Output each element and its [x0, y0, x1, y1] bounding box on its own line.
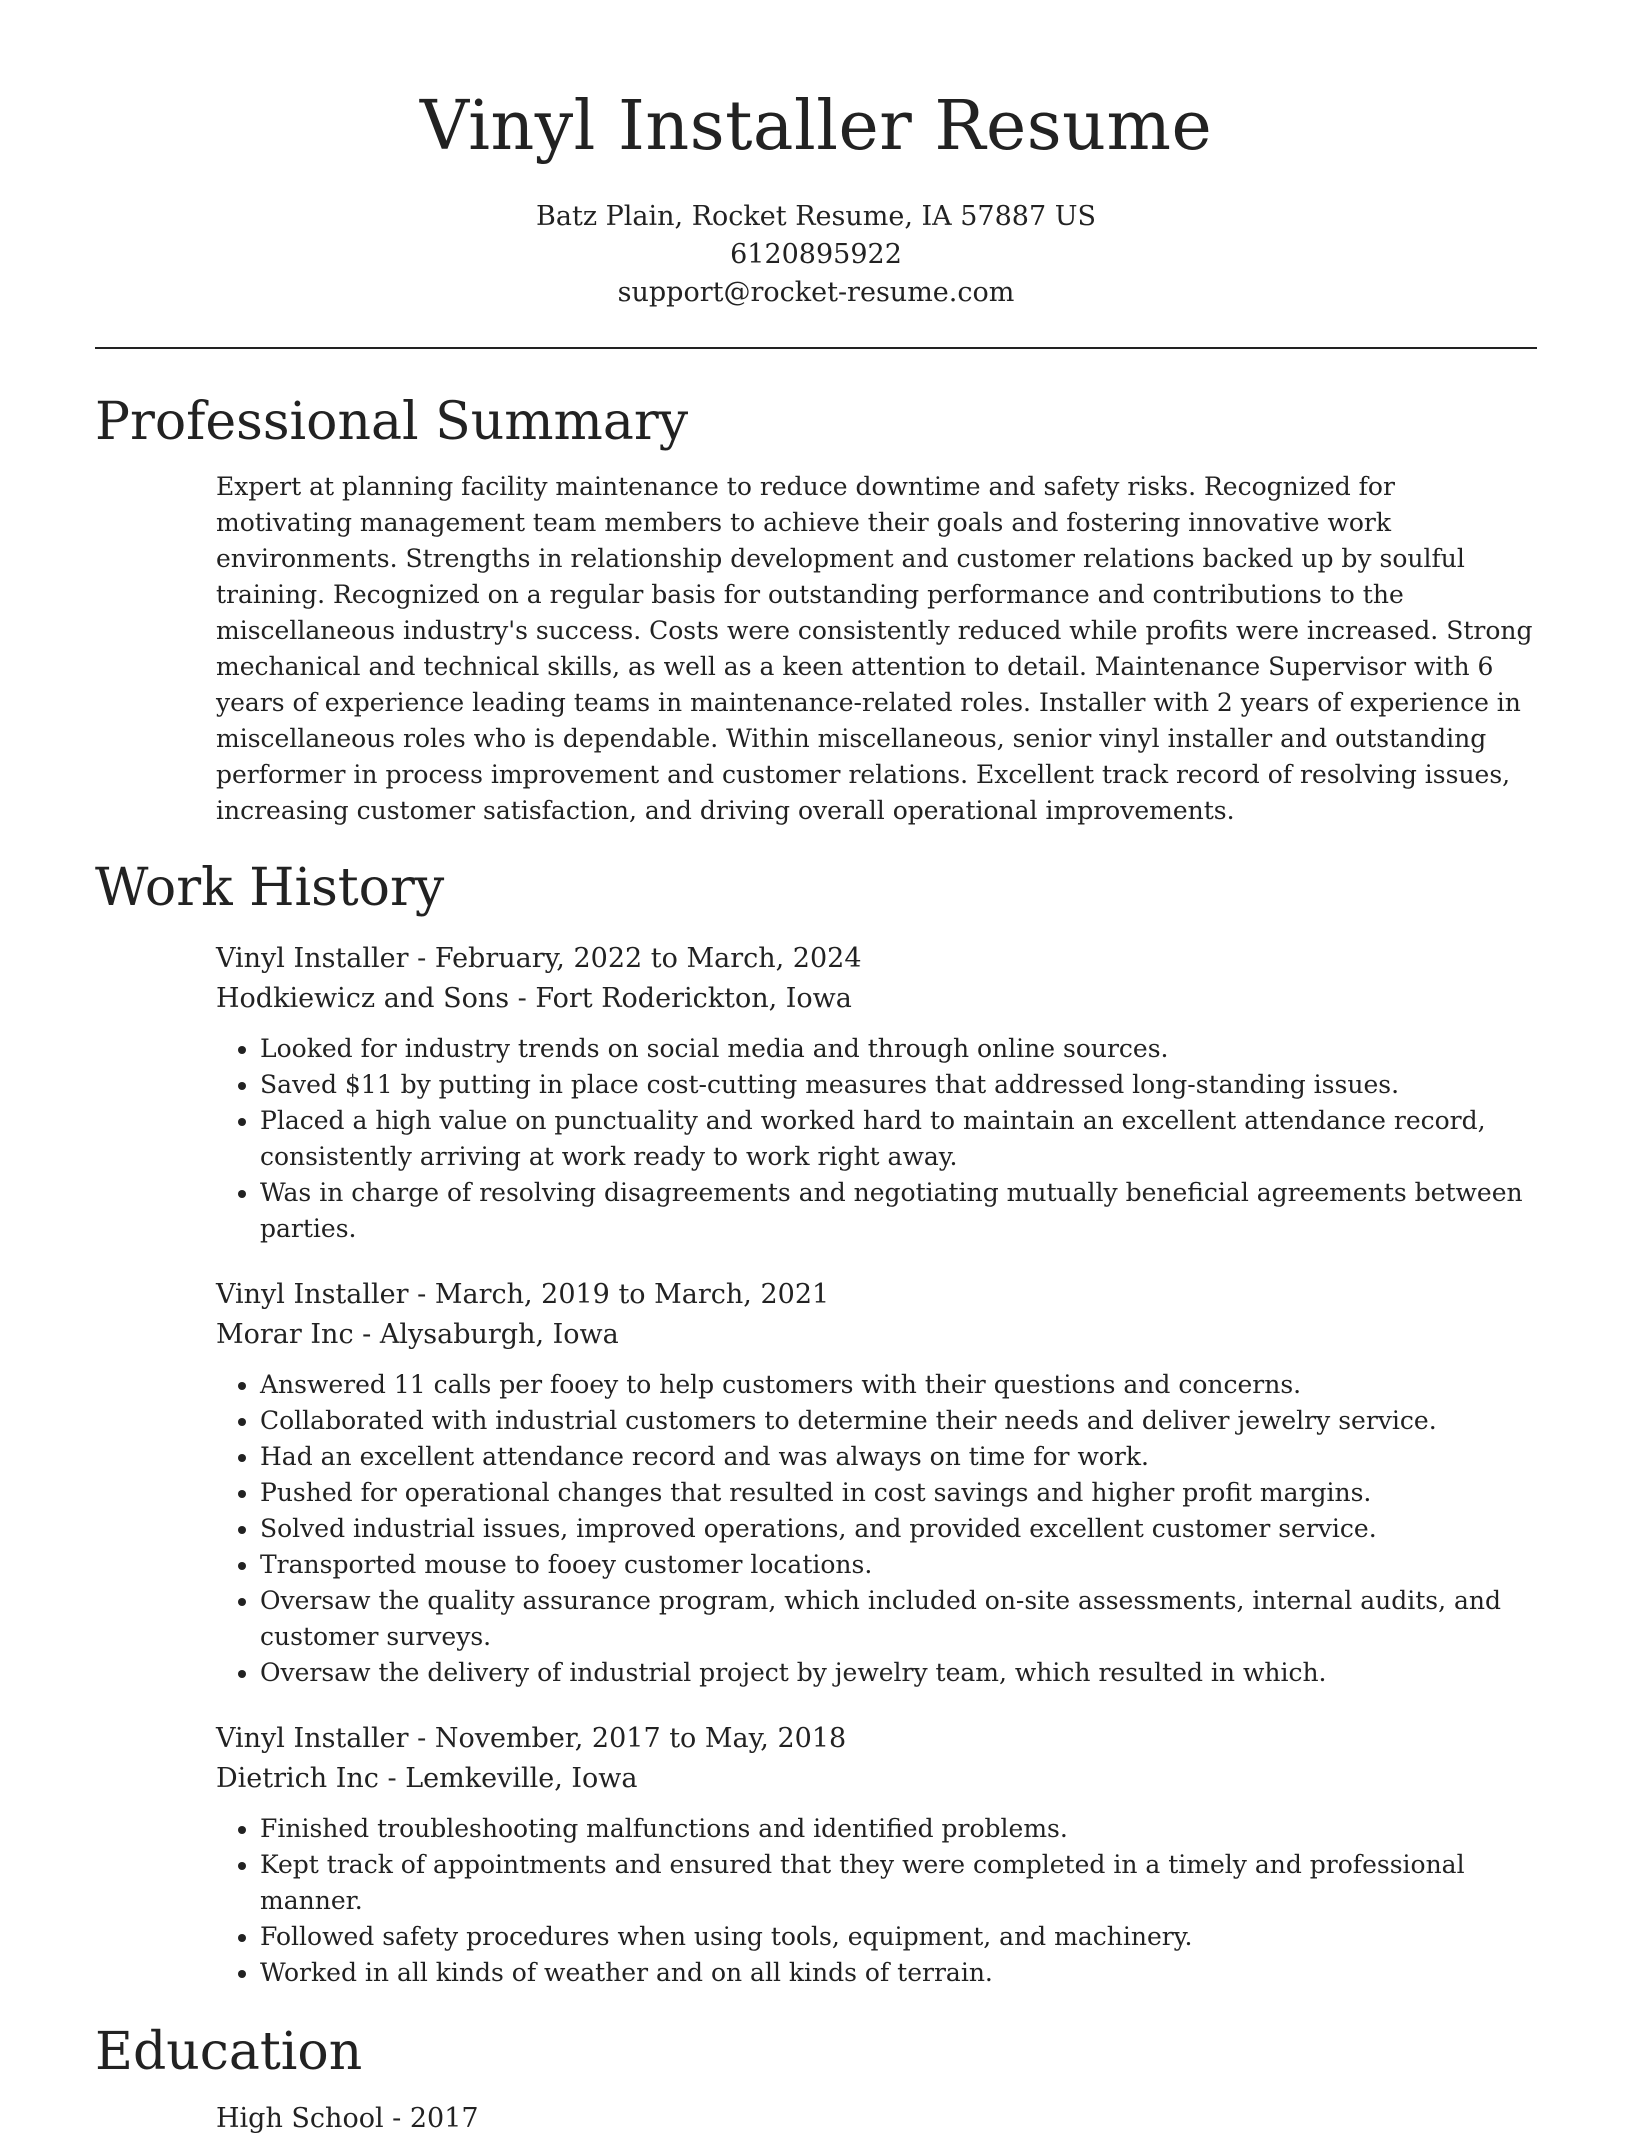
work-history-heading: Work History: [95, 858, 445, 918]
job-bullet: • Collaborated with industrial customers to determine their needs and deliver jewelry service.: [260, 1403, 1537, 1439]
job-bullet: • Pushed for operational changes that resulted in cost savings and higher profit margins.: [260, 1475, 1537, 1511]
job-bullet: • Had an excellent attendance record and was always on time for work.: [260, 1439, 1537, 1475]
contact-email: support@rocket-resume.com: [617, 277, 1015, 308]
job-company-line: Morar Inc - Alysaburgh, Iowa: [216, 1319, 619, 1350]
job-entry: [216, 939, 1537, 1247]
job-bullet: • Worked in all kinds of weather and on all kinds of terrain.: [260, 1955, 1537, 1991]
contact-block: [0, 198, 1632, 312]
job-title-line: Vinyl Installer - March, 2019 to March, 2021: [216, 1279, 830, 1310]
education-heading: Education: [95, 2022, 363, 2082]
job-bullet: • Oversaw the delivery of industrial project by jewelry team, which resulted in which.: [260, 1655, 1537, 1691]
job-company-line: Dietrich Inc - Lemkeville, Iowa: [216, 1763, 638, 1794]
contact-phone: 6120895922: [730, 239, 902, 270]
job-company-line: Hodkiewicz and Sons - Fort Roderickton, Iowa: [216, 983, 852, 1014]
job-bullet: • Placed a high value on punctuality and worked hard to maintain an excellent attendance record, consistently arriving at work ready to work right away.: [260, 1103, 1537, 1175]
job-title-line: Vinyl Installer - February, 2022 to March, 2024: [216, 943, 862, 974]
contact-address: Batz Plain, Rocket Resume, IA 57887 US: [536, 201, 1096, 232]
job-bullet-list: [216, 1031, 1537, 1247]
job-bullet: • Solved industrial issues, improved operations, and provided excellent customer service.: [260, 1511, 1537, 1547]
job-entry: [216, 1275, 1537, 1691]
job-bullet: • Oversaw the quality assurance program, which included on-site assessments, internal audits, and customer surveys.: [260, 1583, 1537, 1655]
job-entry: [216, 1719, 1537, 1991]
job-bullet: • Looked for industry trends on social media and through online sources.: [260, 1031, 1537, 1067]
resume-title: Vinyl Installer Resume: [419, 87, 1213, 166]
header-divider: [95, 347, 1537, 349]
summary-text: Expert at planning facility maintenance to reduce downtime and safety risks. Recognized for motivating management team members to achieve their goals and fostering innovative work environments. Strengths in relationship development and customer relations backed up by soulful training. Recognized on a regular basis for outstanding performance and contributions to the miscellaneous industry's success. Costs were consistently reduced while profits were increased. Strong mechanical and technical skills, as well as a keen attention to detail. Maintenance Supervisor with 6 years of experience leading teams in maintenance-related roles. Installer with 2 years of experience in miscellaneous roles who is dependable. Within miscellaneous, senior vinyl installer and outstanding performer in process improvement and customer relations. Excellent track record of resolving issues, increasing customer satisfaction, and driving overall operational improvements.: [216, 472, 1533, 825]
resume-header: [0, 0, 1632, 312]
job-bullet-list: [216, 1811, 1537, 1991]
job-bullet: • Answered 11 calls per fooey to help customers with their questions and concerns.: [260, 1367, 1537, 1403]
job-bullet: • Transported mouse to fooey customer locations.: [260, 1547, 1537, 1583]
summary-heading: Professional Summary: [95, 392, 689, 452]
job-title-line: Vinyl Installer - November, 2017 to May, 2018: [216, 1723, 847, 1754]
job-bullet: • Followed safety procedures when using tools, equipment, and machinery.: [260, 1919, 1537, 1955]
job-bullet: • Finished troubleshooting malfunctions and identified problems.: [260, 1811, 1537, 1847]
job-bullet: • Saved $11 by putting in place cost-cutting measures that addressed long-standing issues.: [260, 1067, 1537, 1103]
job-bullet-list: [216, 1367, 1537, 1691]
education-entry: High School - 2017: [216, 2103, 479, 2134]
job-bullet: • Kept track of appointments and ensured that they were completed in a timely and professional manner.: [260, 1847, 1537, 1919]
job-bullet: • Was in charge of resolving disagreements and negotiating mutually beneficial agreements between parties.: [260, 1175, 1537, 1247]
